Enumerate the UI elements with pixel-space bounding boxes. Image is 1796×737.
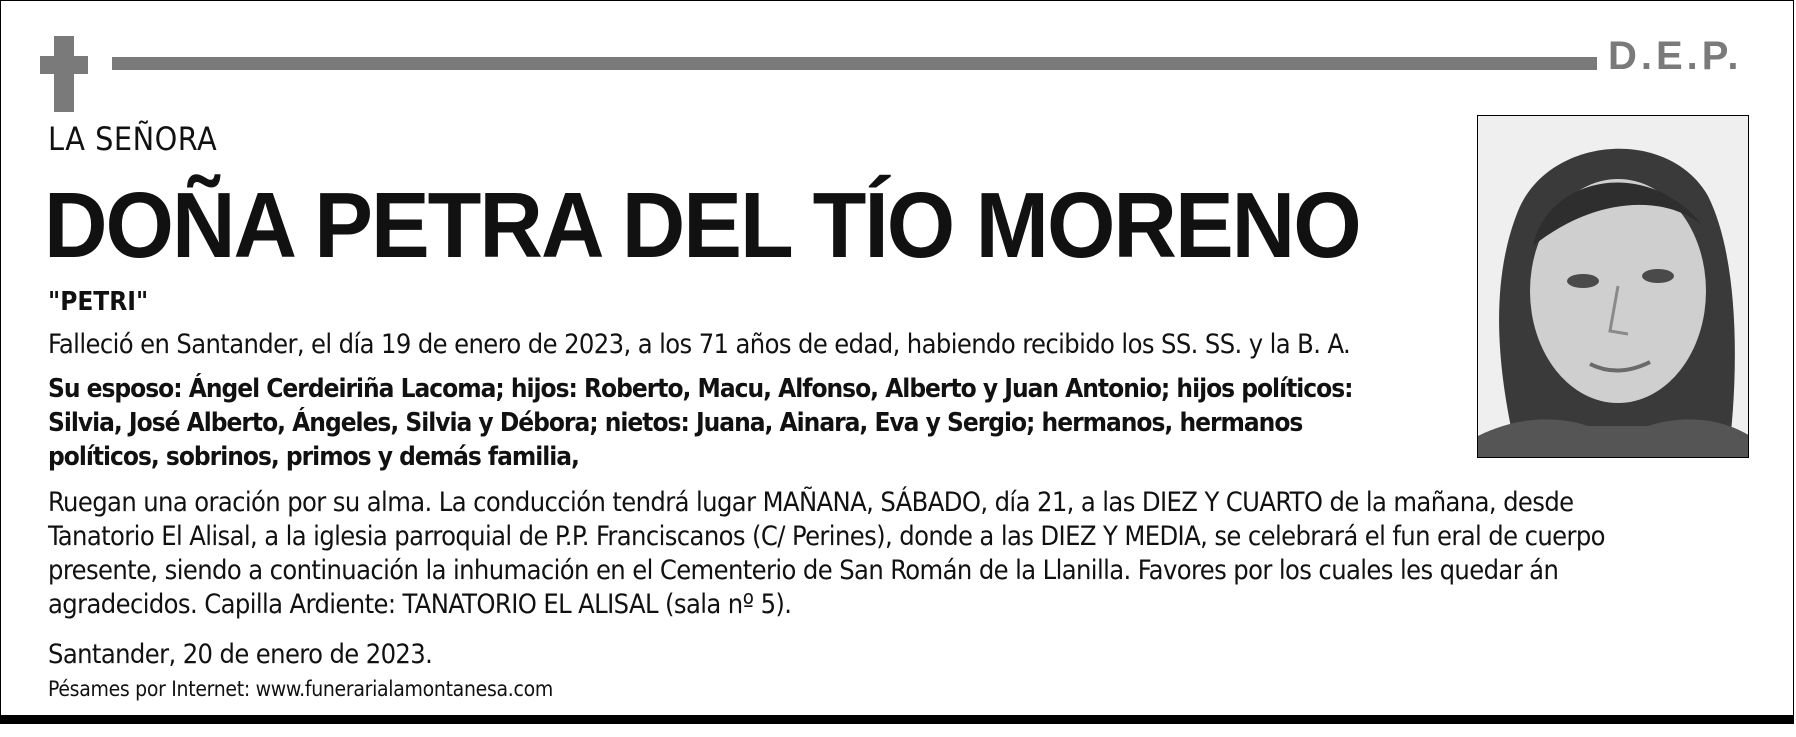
condolences-line: Pésames por Internet: www.funerarialamontanesa.com [48,677,553,701]
place-date: Santander, 20 de enero de 2023. [48,639,433,670]
nickname: "PETRI" [48,287,149,317]
ceremony-line: agradecidos. Capilla Ardiente: TANATORIO EL ALISAL (sala nº 5). [48,589,792,620]
death-notice-line: Falleció en Santander, el día 19 de enero de 2023, a los 71 años de edad, habiendo recibido los SS. SS. y la B. A. [48,329,1351,360]
ceremony-line: Tanatorio El Alisal, a la iglesia parroquial de P.P. Franciscanos (C/ Perines), donde a las DIEZ Y MEDIA, se celebrará el fun eral de cuerpo [48,521,1605,552]
title-prefix: LA SEÑORA [48,120,218,158]
deceased-name: DOÑA PETRA DEL TÍO MORENO [44,173,1360,277]
ceremony-line: Ruegan una oración por su alma. La conducción tendrá lugar MAÑANA, SÁBADO, día 21, a las DIEZ Y CUARTO de la mañana, desde [48,487,1574,518]
header-rule [112,57,1597,70]
cross-icon [54,36,74,112]
ceremony-line: presente, siendo a continuación la inhumación en el Cementerio de San Román de la Llanilla. Favores por los cuales les quedar án [48,555,1559,586]
family-line: Su esposo: Ángel Cerdeiriña Lacoma; hijos: Roberto, Macu, Alfonso, Alberto y Juan Antonio; hijos políticos: [48,374,1353,404]
family-line: políticos, sobrinos, primos y demás familia, [48,442,579,472]
cross-icon-bar [40,56,88,74]
dep-label: D.E.P. [1608,34,1743,78]
family-line: Silvia, José Alberto, Ángeles, Silvia y Débora; nietos: Juana, Ainara, Eva y Sergio; hermanos, hermanos [48,408,1303,438]
portrait-photo [1477,115,1749,458]
portrait-photo-icon [1478,116,1749,458]
